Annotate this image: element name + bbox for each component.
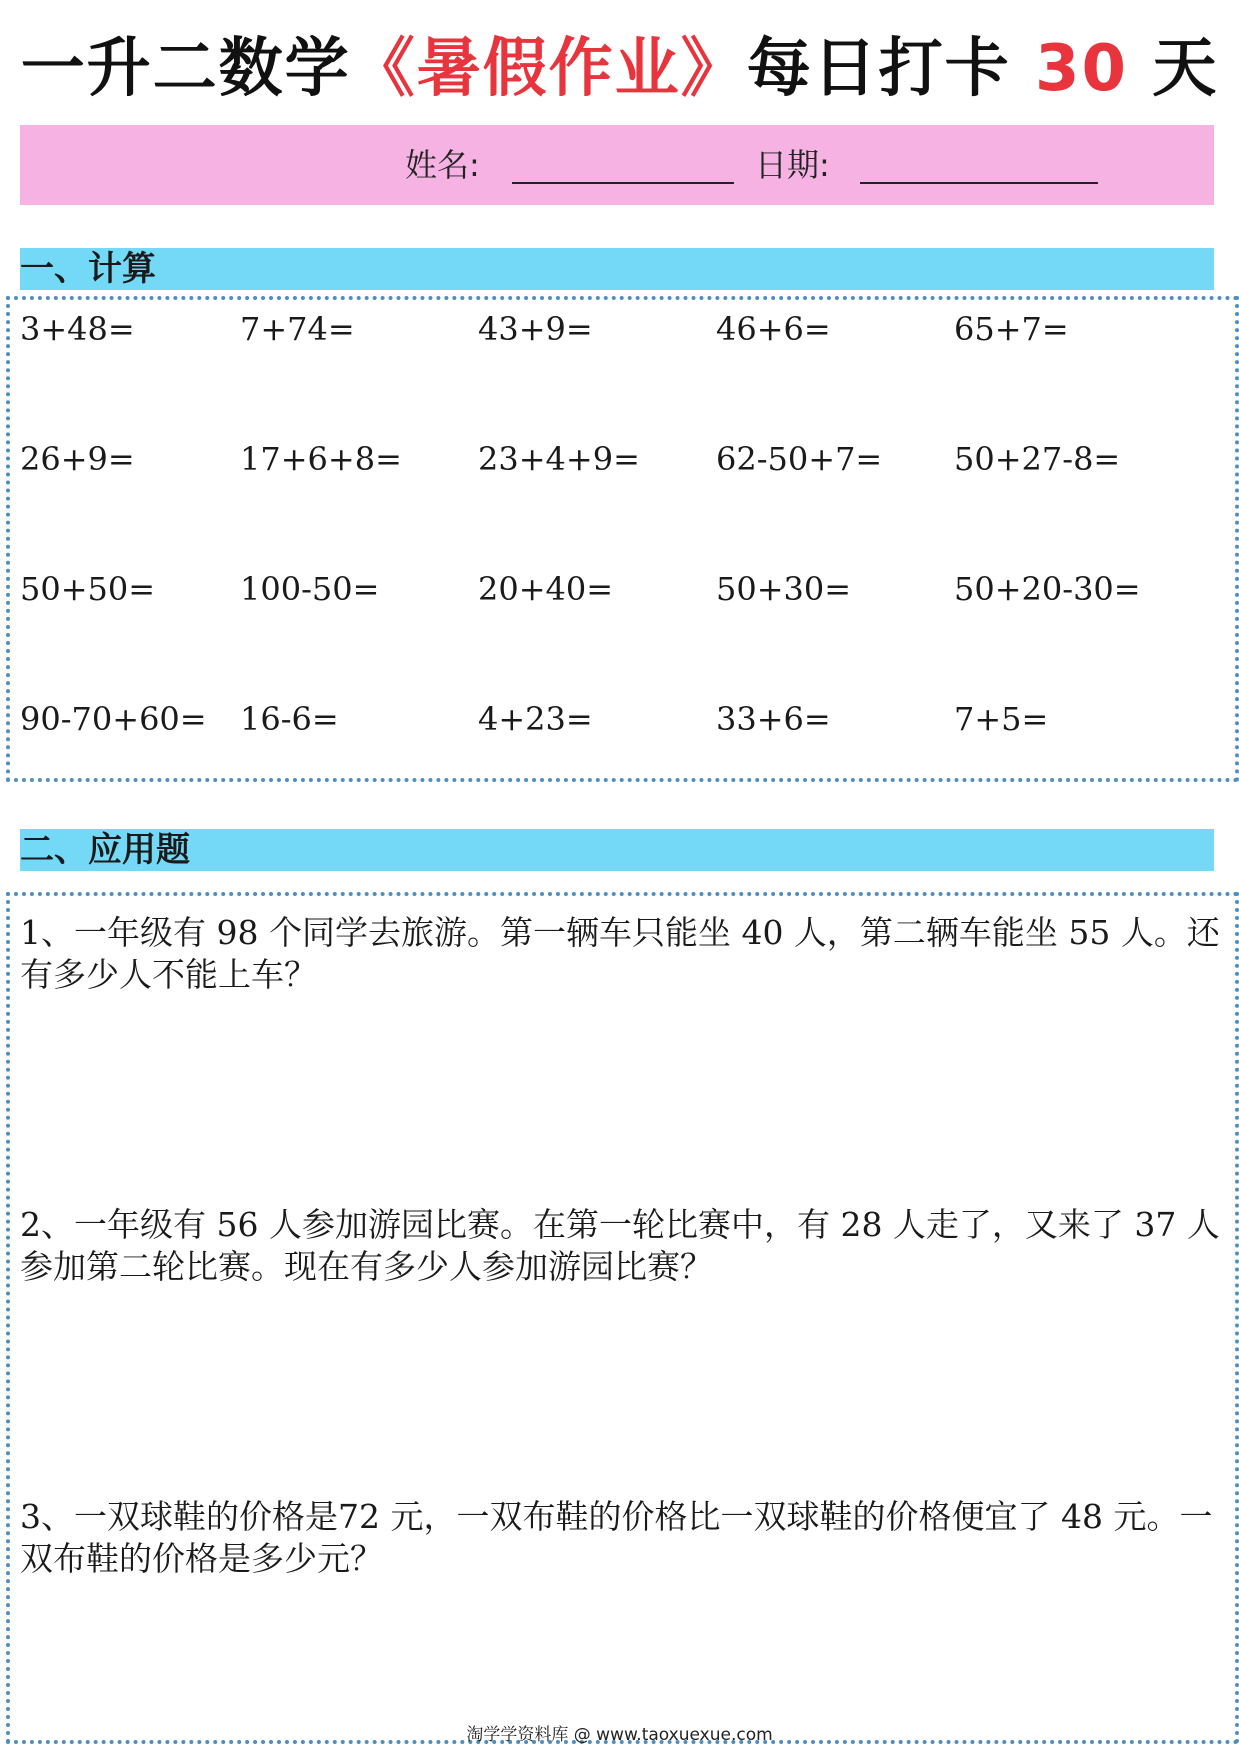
calc-item: 7+74= <box>240 310 355 348</box>
section-calc-title: 一、计算 <box>20 249 156 289</box>
word-problems-box <box>6 892 1239 1744</box>
calc-item: 3+48= <box>20 310 135 348</box>
section-word-bar <box>20 829 1214 871</box>
word-problem-3: 3、一双球鞋的价格是72 元，一双布鞋的价格比一双球鞋的价格便宜了 48 元。一双布鞋的价格是多少元？ <box>20 1497 1213 1578</box>
calc-item: 4+23= <box>478 700 593 738</box>
calc-item: 50+20-30= <box>954 570 1141 608</box>
calc-item: 7+5= <box>954 700 1049 738</box>
calc-item: 65+7= <box>954 310 1069 348</box>
calc-item: 62-50+7= <box>716 440 883 478</box>
info-bar <box>20 125 1214 205</box>
calc-item: 43+9= <box>478 310 593 348</box>
title-part-4: 30 <box>1034 32 1129 106</box>
date-label: 日期: <box>755 146 830 184</box>
name-label: 姓名: <box>405 146 480 184</box>
calc-item: 17+6+8= <box>240 440 402 478</box>
footer-watermark: 淘学学资料库 @ www.taoxuexue.com <box>466 1725 773 1745</box>
calc-item: 90-70+60= <box>20 700 207 738</box>
page-title <box>0 24 1239 114</box>
title-part-3: 每日打卡 <box>746 32 1011 106</box>
word-problem-1: 1、一年级有 98 个同学去旅游。第一辆车只能坐 40 人，第二辆车能坐 55 人。还有多少人不能上车？ <box>20 913 1220 994</box>
calc-item: 50+30= <box>716 570 852 608</box>
word-problem-2: 2、一年级有 56 人参加游园比赛。在第一轮比赛中，有 28 人走了，又来了 37 人参加第二轮比赛。现在有多少人参加游园比赛？ <box>20 1205 1220 1286</box>
calc-item: 26+9= <box>20 440 135 478</box>
section-calc-bar <box>20 248 1214 290</box>
date-blank[interactable] <box>860 182 1098 184</box>
calc-item: 20+40= <box>478 570 614 608</box>
calc-item: 46+6= <box>716 310 831 348</box>
calc-item: 50+27-8= <box>954 440 1121 478</box>
section-word-title: 二、应用题 <box>20 830 190 870</box>
calc-item: 16-6= <box>240 700 339 738</box>
title-part-1: 一升二数学 <box>20 32 351 106</box>
calc-item: 23+4+9= <box>478 440 640 478</box>
calc-item: 100-50= <box>240 570 380 608</box>
title-part-5: 天 <box>1152 32 1219 106</box>
name-blank[interactable] <box>512 182 734 184</box>
title-part-2: 《暑假作业》 <box>350 32 747 106</box>
calc-item: 50+50= <box>20 570 156 608</box>
calc-item: 33+6= <box>716 700 831 738</box>
